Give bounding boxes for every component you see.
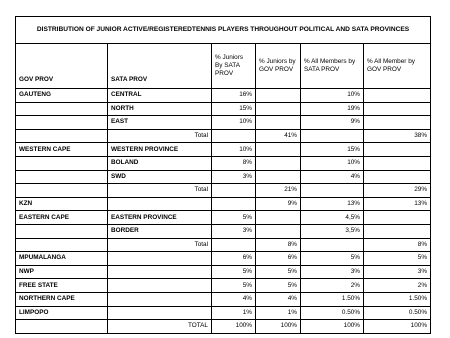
cell-members-by-sata: 1.50% [301, 292, 364, 306]
cell-members-by-gov: 0.50% [364, 306, 431, 320]
cell-juniors-by-gov: 4% [256, 292, 301, 306]
table-row [16, 306, 431, 320]
cell-sata-prov: EAST [108, 116, 212, 130]
cell-gov-prov [16, 170, 108, 184]
cell-juniors-by-sata: 6% [212, 252, 256, 266]
cell-juniors-by-sata [212, 184, 256, 198]
cell-juniors-by-gov: 41% [256, 129, 301, 143]
cell-juniors-by-gov: 1% [256, 306, 301, 320]
table-row [16, 197, 431, 211]
cell-juniors-by-gov [256, 143, 301, 157]
cell-juniors-by-sata [212, 129, 256, 143]
cell-sata-prov: CENTRAL [108, 89, 212, 103]
table-row [16, 143, 431, 157]
cell-members-by-sata: 4,5% [301, 211, 364, 225]
cell-members-by-gov: 2% [364, 279, 431, 293]
cell-sata-prov: BORDER [108, 224, 212, 238]
cell-juniors-by-sata: 8% [212, 156, 256, 170]
cell-gov-prov: GAUTENG [16, 89, 108, 103]
cell-members-by-gov [364, 102, 431, 116]
cell-sata-prov: NORTH [108, 102, 212, 116]
cell-members-by-gov: 100% [364, 320, 431, 334]
cell-members-by-gov: 38% [364, 129, 431, 143]
cell-sata-prov: Total [108, 129, 212, 143]
cell-juniors-by-sata: 16% [212, 89, 256, 103]
cell-members-by-gov [364, 211, 431, 225]
cell-sata-prov [108, 265, 212, 279]
cell-members-by-sata: 3,5% [301, 224, 364, 238]
cell-sata-prov: Total [108, 184, 212, 198]
cell-gov-prov: WESTERN CAPE [16, 143, 108, 157]
cell-juniors-by-gov [256, 211, 301, 225]
table-row [16, 279, 431, 293]
cell-gov-prov: FREE STATE [16, 279, 108, 293]
table-row [16, 252, 431, 266]
cell-members-by-sata: 3% [301, 265, 364, 279]
cell-members-by-sata: 5% [301, 252, 364, 266]
distribution-table [15, 16, 431, 334]
cell-members-by-sata: 0.50% [301, 306, 364, 320]
cell-juniors-by-sata: 5% [212, 265, 256, 279]
cell-sata-prov: WESTERN PROVINCE [108, 143, 212, 157]
cell-gov-prov: NWP [16, 265, 108, 279]
header-members-by-gov: % All Member by GOV PROV [364, 44, 431, 89]
cell-juniors-by-sata [212, 238, 256, 252]
cell-juniors-by-gov [256, 170, 301, 184]
cell-juniors-by-sata: 10% [212, 116, 256, 130]
cell-gov-prov [16, 129, 108, 143]
table-row [16, 89, 431, 103]
cell-juniors-by-gov [256, 224, 301, 238]
cell-members-by-gov: 29% [364, 184, 431, 198]
cell-juniors-by-sata: 1% [212, 306, 256, 320]
cell-members-by-sata [301, 238, 364, 252]
cell-members-by-sata [301, 184, 364, 198]
table-row [16, 238, 431, 252]
cell-members-by-gov: 13% [364, 197, 431, 211]
cell-juniors-by-sata: 3% [212, 170, 256, 184]
cell-juniors-by-gov: 5% [256, 279, 301, 293]
table-row [16, 170, 431, 184]
cell-juniors-by-gov [256, 116, 301, 130]
cell-gov-prov: NORTHERN CAPE [16, 292, 108, 306]
cell-juniors-by-gov: 5% [256, 265, 301, 279]
cell-sata-prov [108, 252, 212, 266]
cell-members-by-gov: 5% [364, 252, 431, 266]
table-row [16, 116, 431, 130]
cell-sata-prov [108, 292, 212, 306]
table-row [16, 320, 431, 334]
header-sata-prov: SATA PROV [108, 44, 212, 89]
cell-gov-prov: MPUMALANGA [16, 252, 108, 266]
title-row [16, 17, 431, 44]
cell-gov-prov [16, 102, 108, 116]
cell-sata-prov: BOLAND [108, 156, 212, 170]
cell-gov-prov [16, 116, 108, 130]
table-row [16, 129, 431, 143]
cell-members-by-gov [364, 170, 431, 184]
cell-sata-prov: EASTERN PROVINCE [108, 211, 212, 225]
cell-members-by-sata: 13% [301, 197, 364, 211]
cell-juniors-by-sata: 10% [212, 143, 256, 157]
cell-members-by-sata: 19% [301, 102, 364, 116]
table-row [16, 224, 431, 238]
table-row [16, 292, 431, 306]
cell-sata-prov [108, 306, 212, 320]
table-title: DISTRIBUTION OF JUNIOR ACTIVE/REGISTEREDTENNIS PLAYERS THROUGHOUT POLITICAL AND SATA PROVINCES [16, 17, 431, 44]
cell-members-by-sata: 2% [301, 279, 364, 293]
table-row [16, 156, 431, 170]
table-body [16, 17, 431, 334]
table-row [16, 265, 431, 279]
cell-sata-prov: Total [108, 238, 212, 252]
cell-juniors-by-sata: 5% [212, 211, 256, 225]
cell-juniors-by-gov [256, 156, 301, 170]
header-row [16, 44, 431, 89]
cell-sata-prov: TOTAL [108, 320, 212, 334]
cell-juniors-by-sata: 3% [212, 224, 256, 238]
cell-juniors-by-gov [256, 102, 301, 116]
header-juniors-by-sata: % Juniors By SATA PROV [212, 44, 256, 89]
cell-members-by-sata: 15% [301, 143, 364, 157]
cell-members-by-sata: 9% [301, 116, 364, 130]
cell-juniors-by-gov: 8% [256, 238, 301, 252]
cell-members-by-sata [301, 129, 364, 143]
cell-juniors-by-sata: 100% [212, 320, 256, 334]
cell-juniors-by-gov: 9% [256, 197, 301, 211]
cell-gov-prov [16, 238, 108, 252]
cell-juniors-by-gov [256, 89, 301, 103]
cell-juniors-by-gov: 100% [256, 320, 301, 334]
cell-members-by-sata: 4% [301, 170, 364, 184]
table-row [16, 102, 431, 116]
cell-gov-prov [16, 184, 108, 198]
cell-juniors-by-sata [212, 197, 256, 211]
cell-juniors-by-gov: 6% [256, 252, 301, 266]
cell-members-by-gov: 1.50% [364, 292, 431, 306]
cell-juniors-by-sata: 15% [212, 102, 256, 116]
cell-juniors-by-sata: 4% [212, 292, 256, 306]
cell-members-by-gov [364, 116, 431, 130]
cell-juniors-by-sata: 5% [212, 279, 256, 293]
cell-members-by-gov: 3% [364, 265, 431, 279]
cell-gov-prov: EASTERN CAPE [16, 211, 108, 225]
cell-sata-prov: SWD [108, 170, 212, 184]
table-row [16, 184, 431, 198]
cell-members-by-gov [364, 89, 431, 103]
cell-members-by-gov [364, 143, 431, 157]
cell-sata-prov [108, 279, 212, 293]
cell-members-by-sata: 100% [301, 320, 364, 334]
cell-members-by-sata: 10% [301, 156, 364, 170]
cell-gov-prov [16, 320, 108, 334]
cell-gov-prov: KZN [16, 197, 108, 211]
cell-members-by-gov [364, 156, 431, 170]
header-gov-prov: GOV PROV [16, 44, 108, 89]
header-members-by-sata: % All Members by SATA PROV [301, 44, 364, 89]
header-juniors-by-gov: % Juniors by GOV PROV [256, 44, 301, 89]
cell-gov-prov: LIMPOPO [16, 306, 108, 320]
cell-members-by-sata: 10% [301, 89, 364, 103]
cell-juniors-by-gov: 21% [256, 184, 301, 198]
table-row [16, 211, 431, 225]
cell-gov-prov [16, 224, 108, 238]
cell-sata-prov [108, 197, 212, 211]
cell-members-by-gov [364, 224, 431, 238]
cell-members-by-gov: 8% [364, 238, 431, 252]
cell-gov-prov [16, 156, 108, 170]
